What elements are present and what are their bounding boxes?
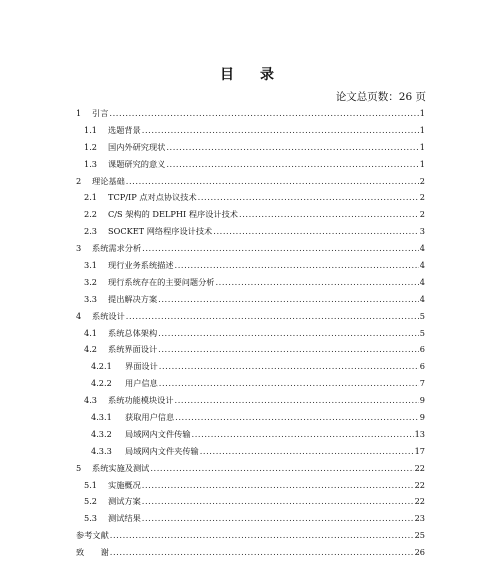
toc-entry-label: 界面设计 [125, 361, 158, 372]
toc-entry-label: 测试结果 [108, 513, 141, 524]
toc-entry-number: 1.2 [84, 141, 98, 152]
toc-entry-page: 6 [419, 361, 425, 372]
toc-entry-label: 系统设计 [92, 310, 125, 321]
toc-entry-number: 2.3 [84, 226, 98, 237]
toc-title: 目 录 [220, 67, 280, 83]
toc-entry [76, 328, 425, 345]
toc-entry [76, 226, 425, 243]
toc-entry-page: 5 [419, 310, 425, 321]
toc-entry-label: 系统需求分析 [92, 243, 142, 254]
toc-entry-number: 4.2.1 [91, 361, 112, 372]
toc-dot-leader [109, 108, 418, 118]
toc-entry-label: 引言 [92, 108, 109, 118]
toc-entry-label: 国内外研究现状 [108, 141, 166, 152]
toc-entry [76, 108, 425, 125]
toc-dot-leader [142, 243, 419, 253]
toc-entry-number: 3 [76, 243, 82, 254]
toc-entry-number: 5.3 [84, 513, 98, 524]
toc-entry-label: 测试方案 [108, 496, 141, 507]
toc-entry-label: C/S 架构的 DELPHI 程序设计技术 [108, 209, 238, 220]
toc-entry-page: 23 [414, 513, 425, 524]
toc-entry-page: 25 [414, 530, 425, 541]
toc-entry [76, 496, 425, 513]
toc-entry-page: 5 [419, 327, 425, 338]
toc-entry [76, 429, 425, 446]
toc-entry-label: 用户信息 [125, 378, 158, 389]
toc-dot-leader [200, 446, 414, 456]
toc-entry-label: SOCKET 网络程序设计技术 [108, 226, 213, 237]
toc-entry-label: 参考文献 [76, 530, 109, 541]
toc-entry-page: 9 [419, 395, 425, 406]
toc-entry [76, 446, 425, 463]
toc-entry [76, 513, 425, 530]
toc-entry-label: TCP/IP 点对点协议技术 [108, 192, 197, 203]
toc-dot-leader [150, 463, 413, 473]
toc-entry [76, 260, 425, 277]
toc-entry-number: 2.1 [84, 192, 98, 203]
toc-entry [76, 361, 425, 378]
toc-entry [76, 480, 425, 497]
toc-dot-leader [158, 294, 419, 304]
toc-dot-leader [198, 192, 419, 202]
toc-entry-label: 系统总体架构 [108, 327, 158, 338]
toc-dot-leader [142, 496, 414, 506]
toc-dot-leader [239, 209, 419, 219]
toc-entry-label: 致 谢 [76, 547, 109, 558]
toc-dot-leader [142, 125, 419, 135]
toc-dot-leader [175, 395, 419, 405]
toc-entry-page: 1 [419, 158, 425, 169]
toc-entry-number: 4.2 [84, 344, 98, 355]
toc-entry-label: 课题研究的意义 [108, 158, 166, 169]
toc-entry-page: 1 [419, 141, 425, 152]
toc-dot-leader [159, 361, 419, 371]
toc-entry-page: 1 [419, 124, 425, 135]
toc-dot-leader [215, 277, 418, 287]
toc-entry-page: 2 [419, 209, 425, 220]
toc-entry [76, 294, 425, 311]
toc-entry-page: 2 [419, 175, 425, 186]
toc-entry-page: 1 [419, 108, 425, 118]
toc-dot-leader [126, 176, 419, 186]
toc-entry-page: 4 [419, 276, 425, 287]
toc-entry-number: 4.1 [84, 327, 98, 338]
toc-entry [76, 209, 425, 226]
toc-entry [76, 142, 425, 159]
toc-entry-label: 实施概况 [108, 479, 141, 490]
toc-entry-number: 2.2 [84, 209, 98, 220]
toc-entry [76, 176, 425, 193]
toc-entry-number: 4.3 [84, 395, 98, 406]
toc-entry [76, 159, 425, 176]
toc-dot-leader [158, 344, 419, 354]
toc-entry-number: 4.3.1 [91, 412, 112, 423]
toc-entry-page: 4 [419, 243, 425, 254]
toc-entry-page: 4 [419, 293, 425, 304]
toc-entry-number: 3.2 [84, 276, 98, 287]
toc-entry-label: 现行系统存在的主要问题分析 [108, 276, 215, 287]
toc-dot-leader [166, 142, 418, 152]
toc-entry-page: 3 [419, 226, 425, 237]
toc-entry-label: 系统功能模块设计 [108, 395, 174, 406]
toc-entry [76, 412, 425, 429]
toc-entry-number: 1.1 [84, 124, 98, 135]
toc-entry [76, 311, 425, 328]
toc-entry-number: 5 [76, 462, 82, 473]
toc-entry-page: 13 [414, 428, 425, 439]
toc-entry-number: 4 [76, 310, 82, 321]
toc-dot-leader [175, 260, 419, 270]
toc-entry-page: 17 [414, 445, 425, 456]
toc-entry-page: 22 [414, 462, 425, 473]
toc-entry [76, 344, 425, 361]
toc-entry [76, 395, 425, 412]
toc-dot-leader [166, 159, 418, 169]
toc-entry-number: 5.2 [84, 496, 98, 507]
toc-entry [76, 463, 425, 480]
toc-entry-label: 理论基础 [92, 175, 125, 186]
toc-entry-page: 4 [419, 260, 425, 271]
toc-entry [76, 530, 425, 547]
toc-entry-label: 系统实施及测试 [92, 462, 150, 473]
table-of-contents [76, 108, 425, 564]
toc-entry [76, 192, 425, 209]
toc-entry-page: 22 [414, 496, 425, 507]
toc-entry-page: 7 [419, 378, 425, 389]
toc-entry-number: 3.1 [84, 260, 98, 271]
toc-dot-leader [110, 530, 414, 540]
toc-entry-number: 4.3.3 [91, 445, 112, 456]
toc-entry-page: 2 [419, 192, 425, 203]
toc-dot-leader [110, 547, 414, 557]
toc-entry-page: 9 [419, 412, 425, 423]
toc-entry [76, 277, 425, 294]
toc-entry [76, 547, 425, 564]
toc-entry-page: 26 [414, 547, 425, 558]
toc-entry-label: 现行业务系统描述 [108, 260, 174, 271]
toc-entry-label: 局域网内文件夹传输 [125, 445, 199, 456]
toc-dot-leader [175, 412, 419, 422]
toc-entry-number: 1.3 [84, 158, 98, 169]
toc-entry-page: 6 [419, 344, 425, 355]
toc-dot-leader [142, 513, 414, 523]
total-pages: 论文总页数：26 页 [335, 91, 426, 103]
toc-dot-leader [159, 378, 419, 388]
toc-entry-label: 获取用户信息 [125, 412, 175, 423]
toc-entry-label: 局域网内文件传输 [125, 428, 191, 439]
toc-entry-number: 4.2.2 [91, 378, 112, 389]
toc-dot-leader [142, 480, 414, 490]
toc-entry-label: 提出解决方案 [108, 293, 158, 304]
toc-entry [76, 125, 425, 142]
toc-entry [76, 243, 425, 260]
toc-dot-leader [126, 311, 419, 321]
toc-entry-number: 1 [76, 108, 82, 118]
toc-entry-number: 3.3 [84, 293, 98, 304]
toc-entry-label: 选题背景 [108, 124, 141, 135]
toc-entry-page: 22 [414, 479, 425, 490]
toc-entry [76, 378, 425, 395]
toc-entry-number: 4.3.2 [91, 428, 112, 439]
toc-entry-label: 系统界面设计 [108, 344, 158, 355]
toc-dot-leader [192, 429, 414, 439]
toc-dot-leader [158, 328, 419, 338]
toc-entry-number: 5.1 [84, 479, 98, 490]
toc-dot-leader [213, 226, 419, 236]
toc-entry-number: 2 [76, 175, 82, 186]
